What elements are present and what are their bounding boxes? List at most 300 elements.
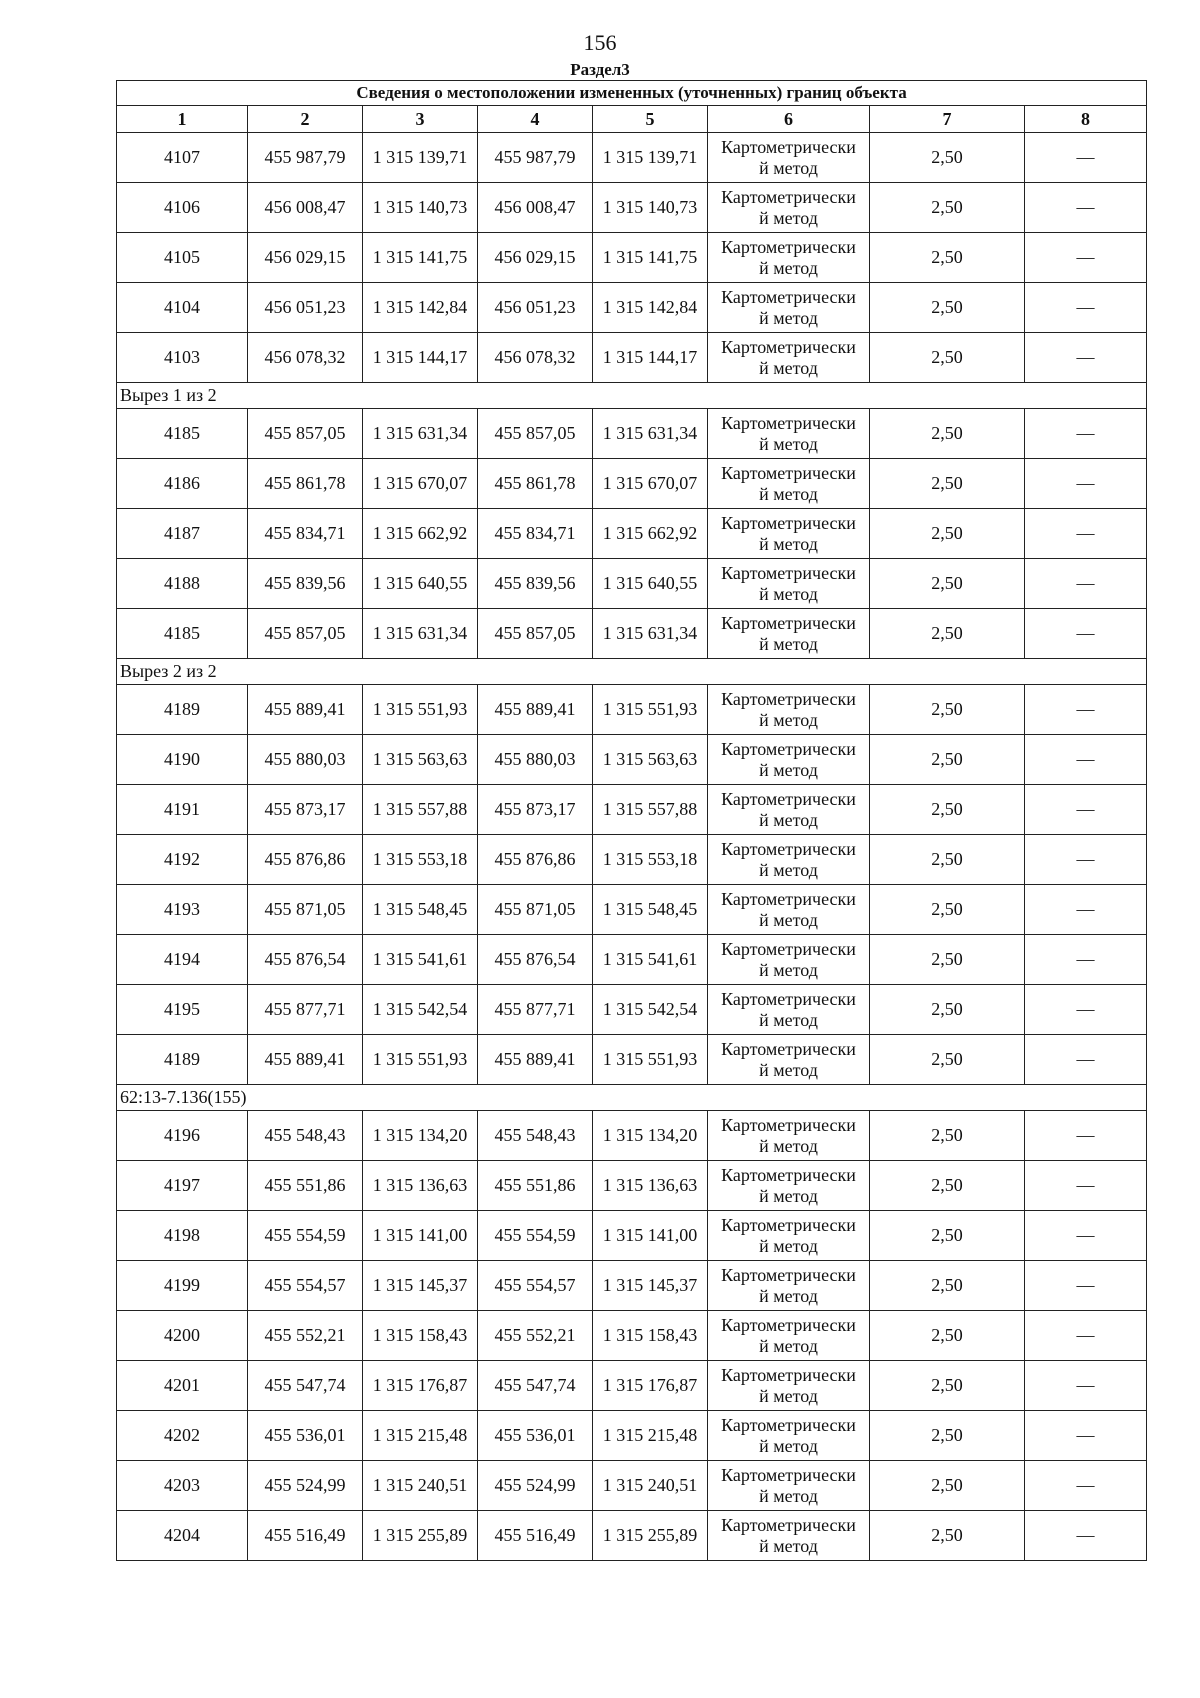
coordinate-cell: 1 315 215,48 — [363, 1411, 478, 1461]
coordinate-cell: 1 315 139,71 — [363, 133, 478, 183]
method-line-2: й метод — [759, 483, 818, 504]
coordinate-cell: 455 876,54 — [478, 935, 593, 985]
method-line-2: й метод — [759, 1485, 818, 1506]
coordinate-cell: 455 552,21 — [478, 1311, 593, 1361]
column-header-row — [117, 106, 1147, 133]
note-cell: — — [1025, 1111, 1147, 1161]
note-cell: — — [1025, 1361, 1147, 1411]
note-cell: — — [1025, 1411, 1147, 1461]
coordinate-cell: 1 315 553,18 — [363, 835, 478, 885]
method-line-2: й метод — [759, 1435, 818, 1456]
table-row — [117, 985, 1147, 1035]
accuracy-cell: 2,50 — [870, 283, 1025, 333]
coordinate-cell: 455 889,41 — [478, 685, 593, 735]
method-line-2: й метод — [759, 1285, 818, 1306]
accuracy-cell: 2,50 — [870, 735, 1025, 785]
coordinate-cell: 456 078,32 — [478, 333, 593, 383]
coordinate-cell: 1 315 134,20 — [363, 1111, 478, 1161]
coordinate-cell: 455 876,54 — [248, 935, 363, 985]
coordinate-cell: 1 315 640,55 — [593, 559, 708, 609]
method-cell — [708, 283, 870, 333]
note-cell: — — [1025, 1261, 1147, 1311]
coordinate-cell: 456 051,23 — [478, 283, 593, 333]
table-row — [117, 183, 1147, 233]
method-line-2: й метод — [759, 1135, 818, 1156]
coordinate-cell: 455 554,57 — [248, 1261, 363, 1311]
method-line-1: Картометрически — [721, 888, 856, 909]
coordinate-cell: 455 880,03 — [478, 735, 593, 785]
page-number: 156 — [583, 30, 617, 55]
accuracy-cell: 2,50 — [870, 885, 1025, 935]
coordinate-cell: 1 315 551,93 — [363, 685, 478, 735]
table-row — [117, 333, 1147, 383]
method-cell — [708, 1035, 870, 1085]
coordinate-cell: 1 315 551,93 — [593, 685, 708, 735]
method-line-2: й метод — [759, 959, 818, 980]
coordinate-cell: 1 315 158,43 — [363, 1311, 478, 1361]
method-cell — [708, 509, 870, 559]
point-number-cell: 4199 — [117, 1261, 248, 1311]
coordinate-cell: 1 315 136,63 — [363, 1161, 478, 1211]
method-line-2: й метод — [759, 1185, 818, 1206]
group-label: Вырез 2 из 2 — [117, 659, 1147, 685]
method-line-1: Картометрически — [721, 1514, 856, 1535]
coordinate-cell: 1 315 548,45 — [593, 885, 708, 935]
method-cell — [708, 559, 870, 609]
table-row — [117, 1261, 1147, 1311]
coordinate-cell: 456 029,15 — [478, 233, 593, 283]
method-cell — [708, 1461, 870, 1511]
note-cell: — — [1025, 133, 1147, 183]
table-row — [117, 133, 1147, 183]
coordinate-cell: 455 834,71 — [478, 509, 593, 559]
method-cell — [708, 985, 870, 1035]
method-cell — [708, 935, 870, 985]
accuracy-cell: 2,50 — [870, 835, 1025, 885]
column-header: 6 — [708, 106, 870, 133]
method-line-1: Картометрически — [721, 1364, 856, 1385]
column-header: 7 — [870, 106, 1025, 133]
accuracy-cell: 2,50 — [870, 1461, 1025, 1511]
coordinate-cell: 455 839,56 — [478, 559, 593, 609]
coordinate-cell: 1 315 215,48 — [593, 1411, 708, 1461]
coordinate-cell: 1 315 631,34 — [593, 609, 708, 659]
method-line-1: Картометрически — [721, 738, 856, 759]
note-cell: — — [1025, 459, 1147, 509]
coordinate-cell: 455 873,17 — [248, 785, 363, 835]
method-line-2: й метод — [759, 1009, 818, 1030]
table-row — [117, 785, 1147, 835]
method-cell — [708, 1161, 870, 1211]
method-cell — [708, 183, 870, 233]
point-number-cell: 4194 — [117, 935, 248, 985]
method-line-1: Картометрически — [721, 838, 856, 859]
method-line-2: й метод — [759, 307, 818, 328]
point-number-cell: 4191 — [117, 785, 248, 835]
coordinate-cell: 1 315 541,61 — [363, 935, 478, 985]
coordinate-cell: 455 880,03 — [248, 735, 363, 785]
point-number-cell: 4105 — [117, 233, 248, 283]
coordinate-cell: 1 315 240,51 — [363, 1461, 478, 1511]
column-header: 4 — [478, 106, 593, 133]
coordinate-cell: 1 315 176,87 — [593, 1361, 708, 1411]
coordinate-cell: 1 315 542,54 — [363, 985, 478, 1035]
table-row — [117, 409, 1147, 459]
table-row — [117, 885, 1147, 935]
accuracy-cell: 2,50 — [870, 785, 1025, 835]
accuracy-cell: 2,50 — [870, 233, 1025, 283]
method-line-1: Картометрически — [721, 336, 856, 357]
coordinate-cell: 455 857,05 — [478, 409, 593, 459]
table-row — [117, 1461, 1147, 1511]
coordinate-cell: 455 889,41 — [478, 1035, 593, 1085]
accuracy-cell: 2,50 — [870, 1411, 1025, 1461]
coordinate-cell: 456 029,15 — [248, 233, 363, 283]
point-number-cell: 4104 — [117, 283, 248, 333]
table-row — [117, 1035, 1147, 1085]
method-line-1: Картометрически — [721, 1038, 856, 1059]
method-line-1: Картометрически — [721, 688, 856, 709]
note-cell: — — [1025, 835, 1147, 885]
method-line-1: Картометрически — [721, 462, 856, 483]
coordinate-cell: 1 315 140,73 — [363, 183, 478, 233]
method-line-2: й метод — [759, 583, 818, 604]
accuracy-cell: 2,50 — [870, 1261, 1025, 1311]
method-cell — [708, 333, 870, 383]
coordinate-cell: 1 315 255,89 — [593, 1511, 708, 1561]
table-body — [117, 133, 1147, 1561]
method-cell — [708, 1411, 870, 1461]
coordinate-cell: 1 315 662,92 — [593, 509, 708, 559]
point-number-cell: 4197 — [117, 1161, 248, 1211]
note-cell: — — [1025, 785, 1147, 835]
coordinate-cell: 455 551,86 — [248, 1161, 363, 1211]
coordinate-cell: 455 547,74 — [478, 1361, 593, 1411]
note-cell: — — [1025, 1511, 1147, 1561]
coordinate-cell: 455 548,43 — [478, 1111, 593, 1161]
method-line-1: Картометрически — [721, 788, 856, 809]
coordinate-cell: 455 871,05 — [248, 885, 363, 935]
point-number-cell: 4187 — [117, 509, 248, 559]
coordinate-cell: 1 315 557,88 — [593, 785, 708, 835]
coordinate-cell: 455 877,71 — [478, 985, 593, 1035]
coordinate-cell: 1 315 557,88 — [363, 785, 478, 835]
note-cell: — — [1025, 1211, 1147, 1261]
point-number-cell: 4185 — [117, 609, 248, 659]
coordinate-cell: 455 551,86 — [478, 1161, 593, 1211]
note-cell: — — [1025, 1161, 1147, 1211]
table-row — [117, 559, 1147, 609]
accuracy-cell: 2,50 — [870, 1211, 1025, 1261]
accuracy-cell: 2,50 — [870, 1511, 1025, 1561]
group-label: 62:13-7.136(155) — [117, 1085, 1147, 1111]
table-row — [117, 935, 1147, 985]
method-cell — [708, 1211, 870, 1261]
accuracy-cell: 2,50 — [870, 459, 1025, 509]
method-line-1: Картометрически — [721, 236, 856, 257]
coordinate-cell: 1 315 145,37 — [593, 1261, 708, 1311]
method-line-1: Картометрически — [721, 286, 856, 307]
table-row — [117, 509, 1147, 559]
method-cell — [708, 459, 870, 509]
accuracy-cell: 2,50 — [870, 409, 1025, 459]
note-cell: — — [1025, 1035, 1147, 1085]
method-line-2: й метод — [759, 809, 818, 830]
method-line-1: Картометрически — [721, 1464, 856, 1485]
method-line-2: й метод — [759, 157, 818, 178]
point-number-cell: 4189 — [117, 685, 248, 735]
method-cell — [708, 685, 870, 735]
method-line-1: Картометрически — [721, 988, 856, 1009]
coordinate-cell: 1 315 548,45 — [363, 885, 478, 935]
coordinate-cell: 456 078,32 — [248, 333, 363, 383]
note-cell: — — [1025, 283, 1147, 333]
point-number-cell: 4204 — [117, 1511, 248, 1561]
accuracy-cell: 2,50 — [870, 559, 1025, 609]
method-line-1: Картометрически — [721, 1264, 856, 1285]
table-row — [117, 1511, 1147, 1561]
point-number-cell: 4189 — [117, 1035, 248, 1085]
accuracy-cell: 2,50 — [870, 1161, 1025, 1211]
accuracy-cell: 2,50 — [870, 685, 1025, 735]
method-line-2: й метод — [759, 533, 818, 554]
coordinate-cell: 456 008,47 — [478, 183, 593, 233]
column-header: 8 — [1025, 106, 1147, 133]
coordinate-cell: 1 315 255,89 — [363, 1511, 478, 1561]
group-row — [117, 659, 1147, 685]
table-row — [117, 1111, 1147, 1161]
method-line-1: Картометрически — [721, 1414, 856, 1435]
coordinate-cell: 1 315 142,84 — [363, 283, 478, 333]
table-row — [117, 685, 1147, 735]
note-cell: — — [1025, 609, 1147, 659]
coordinate-cell: 1 315 240,51 — [593, 1461, 708, 1511]
table-row — [117, 735, 1147, 785]
coordinate-cell: 455 987,79 — [248, 133, 363, 183]
coordinate-cell: 455 873,17 — [478, 785, 593, 835]
note-cell: — — [1025, 735, 1147, 785]
coordinate-cell: 1 315 158,43 — [593, 1311, 708, 1361]
coordinate-cell: 1 315 640,55 — [363, 559, 478, 609]
coordinate-cell: 455 889,41 — [248, 1035, 363, 1085]
note-cell: — — [1025, 1461, 1147, 1511]
coordinate-cell: 1 315 662,92 — [363, 509, 478, 559]
table-row — [117, 233, 1147, 283]
method-line-2: й метод — [759, 1235, 818, 1256]
point-number-cell: 4195 — [117, 985, 248, 1035]
coordinate-cell: 456 051,23 — [248, 283, 363, 333]
method-line-2: й метод — [759, 759, 818, 780]
group-label: Вырез 1 из 2 — [117, 383, 1147, 409]
point-number-cell: 4192 — [117, 835, 248, 885]
coordinate-cell: 1 315 141,00 — [593, 1211, 708, 1261]
method-line-2: й метод — [759, 1335, 818, 1356]
coordinate-cell: 1 315 631,34 — [593, 409, 708, 459]
method-cell — [708, 785, 870, 835]
coordinate-cell: 1 315 553,18 — [593, 835, 708, 885]
accuracy-cell: 2,50 — [870, 1035, 1025, 1085]
table-row — [117, 1311, 1147, 1361]
note-cell: — — [1025, 935, 1147, 985]
accuracy-cell: 2,50 — [870, 509, 1025, 559]
accuracy-cell: 2,50 — [870, 1111, 1025, 1161]
coordinate-cell: 1 315 563,63 — [363, 735, 478, 785]
coordinate-cell: 455 839,56 — [248, 559, 363, 609]
table-caption: Сведения о местоположении измененных (уточненных) границ объекта — [117, 81, 1147, 106]
method-cell — [708, 1311, 870, 1361]
coordinate-cell: 1 315 631,34 — [363, 409, 478, 459]
coordinate-cell: 455 834,71 — [248, 509, 363, 559]
group-row — [117, 1085, 1147, 1111]
coordinate-cell: 455 516,49 — [478, 1511, 593, 1561]
method-line-1: Картометрически — [721, 1114, 856, 1135]
point-number-cell: 4198 — [117, 1211, 248, 1261]
method-cell — [708, 609, 870, 659]
coordinate-cell: 455 554,57 — [478, 1261, 593, 1311]
coordinate-cell: 455 871,05 — [478, 885, 593, 935]
point-number-cell: 4185 — [117, 409, 248, 459]
method-line-2: й метод — [759, 207, 818, 228]
method-cell — [708, 233, 870, 283]
method-cell — [708, 1511, 870, 1561]
accuracy-cell: 2,50 — [870, 333, 1025, 383]
coordinate-cell: 1 315 141,75 — [363, 233, 478, 283]
method-line-2: й метод — [759, 1385, 818, 1406]
table-row — [117, 1211, 1147, 1261]
coordinate-cell: 455 861,78 — [478, 459, 593, 509]
method-line-1: Картометрически — [721, 612, 856, 633]
method-line-1: Картометрически — [721, 1164, 856, 1185]
method-line-1: Картометрически — [721, 512, 856, 533]
method-line-2: й метод — [759, 859, 818, 880]
coordinate-cell: 1 315 144,17 — [363, 333, 478, 383]
accuracy-cell: 2,50 — [870, 609, 1025, 659]
method-line-1: Картометрически — [721, 186, 856, 207]
coordinate-cell: 455 536,01 — [248, 1411, 363, 1461]
coordinate-cell: 455 889,41 — [248, 685, 363, 735]
point-number-cell: 4103 — [117, 333, 248, 383]
point-number-cell: 4107 — [117, 133, 248, 183]
method-line-2: й метод — [759, 1535, 818, 1556]
point-number-cell: 4202 — [117, 1411, 248, 1461]
coordinate-cell: 455 536,01 — [478, 1411, 593, 1461]
point-number-cell: 4193 — [117, 885, 248, 935]
group-row — [117, 383, 1147, 409]
coordinate-cell: 455 877,71 — [248, 985, 363, 1035]
point-number-cell: 4106 — [117, 183, 248, 233]
note-cell: — — [1025, 985, 1147, 1035]
method-line-2: й метод — [759, 357, 818, 378]
coordinate-cell: 455 857,05 — [248, 609, 363, 659]
accuracy-cell: 2,50 — [870, 133, 1025, 183]
note-cell: — — [1025, 885, 1147, 935]
accuracy-cell: 2,50 — [870, 935, 1025, 985]
coordinate-cell: 455 524,99 — [248, 1461, 363, 1511]
method-line-2: й метод — [759, 257, 818, 278]
coordinate-cell: 1 315 134,20 — [593, 1111, 708, 1161]
table-row — [117, 283, 1147, 333]
coordinate-cell: 1 315 631,34 — [363, 609, 478, 659]
boundary-coordinates-table — [116, 80, 1147, 1561]
note-cell: — — [1025, 559, 1147, 609]
method-cell — [708, 835, 870, 885]
coordinate-cell: 455 861,78 — [248, 459, 363, 509]
point-number-cell: 4203 — [117, 1461, 248, 1511]
coordinate-cell: 455 547,74 — [248, 1361, 363, 1411]
coordinate-cell: 455 876,86 — [478, 835, 593, 885]
method-line-1: Картометрически — [721, 1214, 856, 1235]
table-row — [117, 609, 1147, 659]
method-line-1: Картометрически — [721, 1314, 856, 1335]
coordinate-cell: 1 315 563,63 — [593, 735, 708, 785]
note-cell: — — [1025, 509, 1147, 559]
note-cell: — — [1025, 183, 1147, 233]
coordinate-cell: 455 857,05 — [248, 409, 363, 459]
coordinate-cell: 1 315 542,54 — [593, 985, 708, 1035]
coordinate-cell: 455 552,21 — [248, 1311, 363, 1361]
column-header: 2 — [248, 106, 363, 133]
method-line-1: Картометрически — [721, 412, 856, 433]
coordinate-cell: 1 315 551,93 — [593, 1035, 708, 1085]
table-row — [117, 1161, 1147, 1211]
method-cell — [708, 1361, 870, 1411]
column-header: 3 — [363, 106, 478, 133]
note-cell: — — [1025, 333, 1147, 383]
method-line-2: й метод — [759, 909, 818, 930]
coordinate-cell: 1 315 141,75 — [593, 233, 708, 283]
coordinate-cell: 455 548,43 — [248, 1111, 363, 1161]
coordinate-cell: 1 315 176,87 — [363, 1361, 478, 1411]
note-cell: — — [1025, 1311, 1147, 1361]
column-header: 1 — [117, 106, 248, 133]
method-line-1: Картометрически — [721, 136, 856, 157]
coordinate-cell: 1 315 140,73 — [593, 183, 708, 233]
method-line-1: Картометрически — [721, 562, 856, 583]
method-line-1: Картометрически — [721, 938, 856, 959]
method-cell — [708, 1111, 870, 1161]
coordinate-cell: 1 315 144,17 — [593, 333, 708, 383]
coordinate-cell: 455 987,79 — [478, 133, 593, 183]
accuracy-cell: 2,50 — [870, 1311, 1025, 1361]
coordinate-cell: 456 008,47 — [248, 183, 363, 233]
table-row — [117, 459, 1147, 509]
note-cell: — — [1025, 685, 1147, 735]
point-number-cell: 4190 — [117, 735, 248, 785]
method-line-2: й метод — [759, 709, 818, 730]
coordinate-cell: 1 315 136,63 — [593, 1161, 708, 1211]
table-row — [117, 1411, 1147, 1461]
accuracy-cell: 2,50 — [870, 183, 1025, 233]
method-line-2: й метод — [759, 433, 818, 454]
point-number-cell: 4186 — [117, 459, 248, 509]
section-title: Раздел3 — [570, 60, 630, 79]
column-header: 5 — [593, 106, 708, 133]
coordinate-cell: 455 516,49 — [248, 1511, 363, 1561]
method-cell — [708, 735, 870, 785]
coordinate-cell: 455 857,05 — [478, 609, 593, 659]
accuracy-cell: 2,50 — [870, 985, 1025, 1035]
coordinate-cell: 1 315 145,37 — [363, 1261, 478, 1311]
method-cell — [708, 409, 870, 459]
coordinate-cell: 1 315 670,07 — [593, 459, 708, 509]
table-row — [117, 835, 1147, 885]
coordinate-cell: 1 315 142,84 — [593, 283, 708, 333]
method-line-2: й метод — [759, 633, 818, 654]
coordinate-cell: 455 554,59 — [478, 1211, 593, 1261]
method-cell — [708, 1261, 870, 1311]
method-cell — [708, 133, 870, 183]
note-cell: — — [1025, 409, 1147, 459]
